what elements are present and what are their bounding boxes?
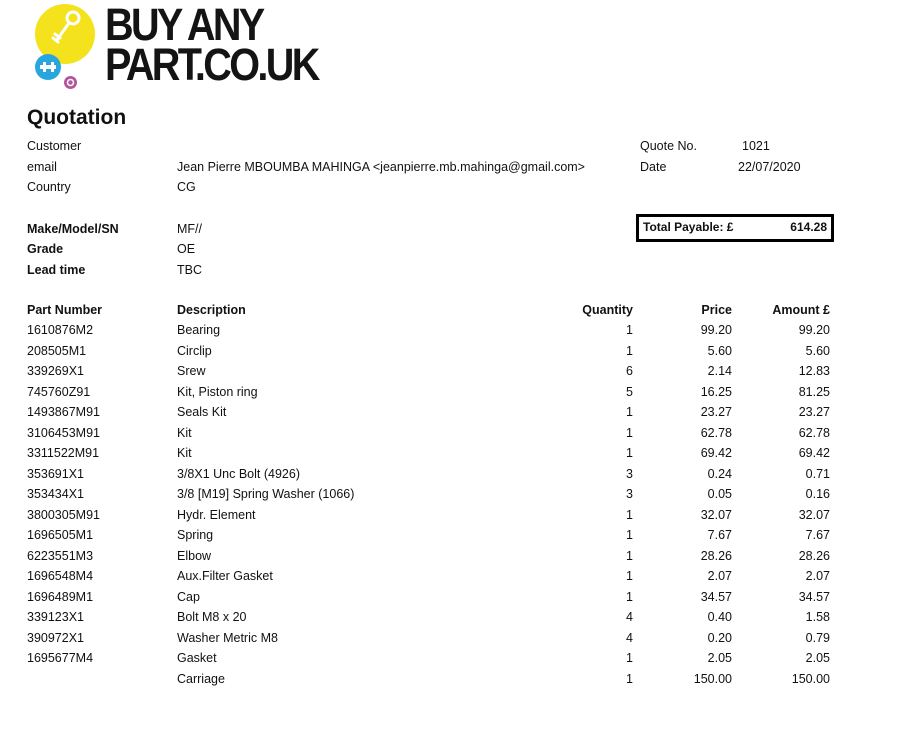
row-description: Spring (177, 528, 214, 542)
page-title: Quotation (27, 106, 127, 129)
row-price: 16.25 (700, 384, 732, 399)
row-price: 32.07 (700, 507, 732, 522)
row-amount: 32.07 (798, 507, 830, 522)
total-payable-label: Total Payable: £ (643, 220, 734, 234)
row-description: Gasket (177, 651, 217, 665)
row-price: 99.20 (700, 323, 732, 337)
total-payable-box (636, 214, 834, 242)
row-amount: 28.26 (798, 548, 830, 563)
table-row (0, 525, 907, 546)
row-amount: 69.42 (798, 446, 830, 460)
row-description: Srew (177, 364, 206, 378)
row-quantity: 1 (626, 651, 633, 665)
row-price: 69.42 (700, 446, 732, 460)
table-row (0, 320, 907, 341)
row-price: 150.00 (693, 671, 732, 686)
row-price: 2.14 (707, 364, 732, 378)
table-row (0, 546, 907, 567)
row-part-number: 339269X1 (27, 364, 85, 378)
table-row (0, 587, 907, 608)
table-row (0, 464, 907, 485)
row-description: Kit (177, 446, 192, 460)
total-payable-value: 614.28 (790, 220, 827, 234)
row-description: 3/8X1 Unc Bolt (4926) (177, 466, 300, 481)
line-items (0, 320, 907, 689)
row-price: 62.78 (700, 425, 732, 440)
row-amount: 81.25 (798, 384, 830, 399)
row-quantity: 1 (626, 343, 633, 358)
logo-blue-circle (35, 54, 61, 80)
table-row (0, 566, 907, 587)
grade-label: Grade (27, 242, 64, 256)
table-row (0, 669, 907, 690)
logo-line-2: PART.CO.UK (105, 39, 318, 90)
table-header (0, 300, 907, 321)
lead-time-value: TBC (177, 263, 202, 277)
row-part-number: 3311522M91 (27, 446, 100, 460)
row-amount: 62.78 (798, 425, 830, 440)
row-price: 0.24 (707, 466, 732, 481)
row-quantity: 1 (626, 405, 633, 419)
country-label: Country (27, 180, 71, 194)
row-amount: 7.67 (805, 528, 830, 542)
row-amount: 150.00 (791, 671, 830, 686)
row-description: Carriage (177, 671, 225, 686)
logo-line-1: BUY ANY (105, 0, 263, 50)
row-amount: 2.07 (805, 569, 830, 583)
row-description: Kit, Piston ring (177, 384, 258, 399)
row-price: 2.07 (707, 569, 732, 583)
make-model-label: Make/Model/SN (27, 222, 119, 236)
row-quantity: 4 (626, 610, 633, 624)
table-row (0, 484, 907, 505)
row-quantity: 4 (626, 630, 633, 645)
row-price: 0.40 (707, 610, 732, 624)
row-part-number: 208505M1 (27, 343, 87, 358)
row-description: Cap (177, 589, 200, 604)
row-quantity: 6 (626, 364, 633, 378)
email-value: Jean Pierre MBOUMBA MAHINGA <jeanpierre.mb.mahinga@gmail.com> (177, 160, 585, 174)
email-label: email (27, 160, 57, 174)
row-description: Washer Metric M8 (177, 630, 278, 645)
row-quantity: 5 (626, 384, 633, 399)
row-quantity: 1 (626, 548, 633, 563)
quote-number-value: 1021 (742, 139, 770, 153)
row-description: 3/8 [M19] Spring Washer (1066) (177, 487, 355, 501)
row-price: 0.05 (707, 487, 732, 501)
country-value: CG (177, 180, 196, 194)
row-part-number: 3800305M91 (27, 507, 100, 522)
row-part-number: 3106453M91 (27, 425, 100, 440)
row-description: Hydr. Element (177, 507, 256, 522)
logo-purple-circle (64, 76, 77, 89)
row-amount: 12.83 (798, 364, 830, 378)
make-model-value: MF// (177, 222, 202, 236)
row-description: Bolt M8 x 20 (177, 610, 247, 624)
row-part-number: 6223551M3 (27, 548, 94, 563)
table-row (0, 361, 907, 382)
row-quantity: 3 (626, 466, 633, 481)
table-row (0, 402, 907, 423)
header-price: Price (701, 303, 732, 317)
header-part-number: Part Number (27, 303, 103, 317)
quote-number-label: Quote No. (640, 139, 697, 153)
row-price: 28.26 (700, 548, 732, 563)
row-price: 23.27 (700, 405, 732, 419)
company-logo (32, 2, 332, 94)
row-part-number: 1610876M2 (27, 323, 94, 337)
row-amount: 0.16 (805, 487, 830, 501)
row-quantity: 1 (626, 569, 633, 583)
row-quantity: 1 (626, 507, 633, 522)
row-price: 5.60 (707, 343, 732, 358)
header-description: Description (177, 303, 246, 317)
row-part-number: 353691X1 (27, 466, 85, 481)
quote-date-label: Date (640, 160, 667, 174)
row-part-number: 339123X1 (27, 610, 85, 624)
row-amount: 0.71 (805, 466, 830, 481)
row-part-number: 1695677M4 (27, 651, 94, 665)
row-price: 2.05 (707, 651, 732, 665)
row-description: Seals Kit (177, 405, 227, 419)
row-part-number: 353434X1 (27, 487, 85, 501)
row-part-number: 1696548M4 (27, 569, 94, 583)
table-row (0, 382, 907, 403)
table-row (0, 648, 907, 669)
logo-nut-icon (64, 76, 77, 89)
table-row (0, 505, 907, 526)
quote-date-value: 22/07/2020 (738, 160, 801, 174)
row-part-number: 745760Z91 (27, 384, 91, 399)
row-amount: 34.57 (798, 589, 830, 604)
header-amount: Amount £ (772, 303, 830, 317)
row-part-number: 1696505M1 (27, 528, 94, 542)
row-price: 7.67 (707, 528, 732, 542)
row-part-number: 1696489M1 (27, 589, 94, 604)
grade-value: OE (177, 242, 196, 256)
row-quantity: 1 (626, 323, 633, 337)
row-amount: 1.58 (805, 610, 830, 624)
row-amount: 0.79 (805, 630, 830, 645)
row-amount: 2.05 (805, 651, 830, 665)
row-amount: 99.20 (798, 323, 830, 337)
row-description: Bearing (177, 323, 221, 337)
row-description: Circlip (177, 343, 212, 358)
row-description: Kit (177, 425, 192, 440)
table-row (0, 443, 907, 464)
table-row (0, 341, 907, 362)
header-quantity: Quantity (582, 303, 633, 317)
row-amount: 5.60 (805, 343, 830, 358)
table-row (0, 423, 907, 444)
row-amount: 23.27 (798, 405, 830, 419)
lead-time-label: Lead time (27, 263, 86, 277)
row-quantity: 3 (626, 487, 633, 501)
row-quantity: 1 (626, 671, 633, 686)
row-part-number: 1493867M91 (27, 405, 100, 419)
logo-wordmark (105, 0, 318, 90)
row-quantity: 1 (626, 528, 633, 542)
customer-label: Customer (27, 139, 82, 153)
row-price: 34.57 (700, 589, 732, 604)
table-row (0, 628, 907, 649)
logo-bolt-icon (35, 54, 61, 80)
row-part-number: 390972X1 (27, 630, 85, 645)
row-description: Elbow (177, 548, 212, 563)
row-description: Aux.Filter Gasket (177, 569, 273, 583)
row-quantity: 1 (626, 589, 633, 604)
row-price: 0.20 (707, 630, 732, 645)
table-row (0, 607, 907, 628)
row-quantity: 1 (626, 446, 633, 460)
row-quantity: 1 (626, 425, 633, 440)
